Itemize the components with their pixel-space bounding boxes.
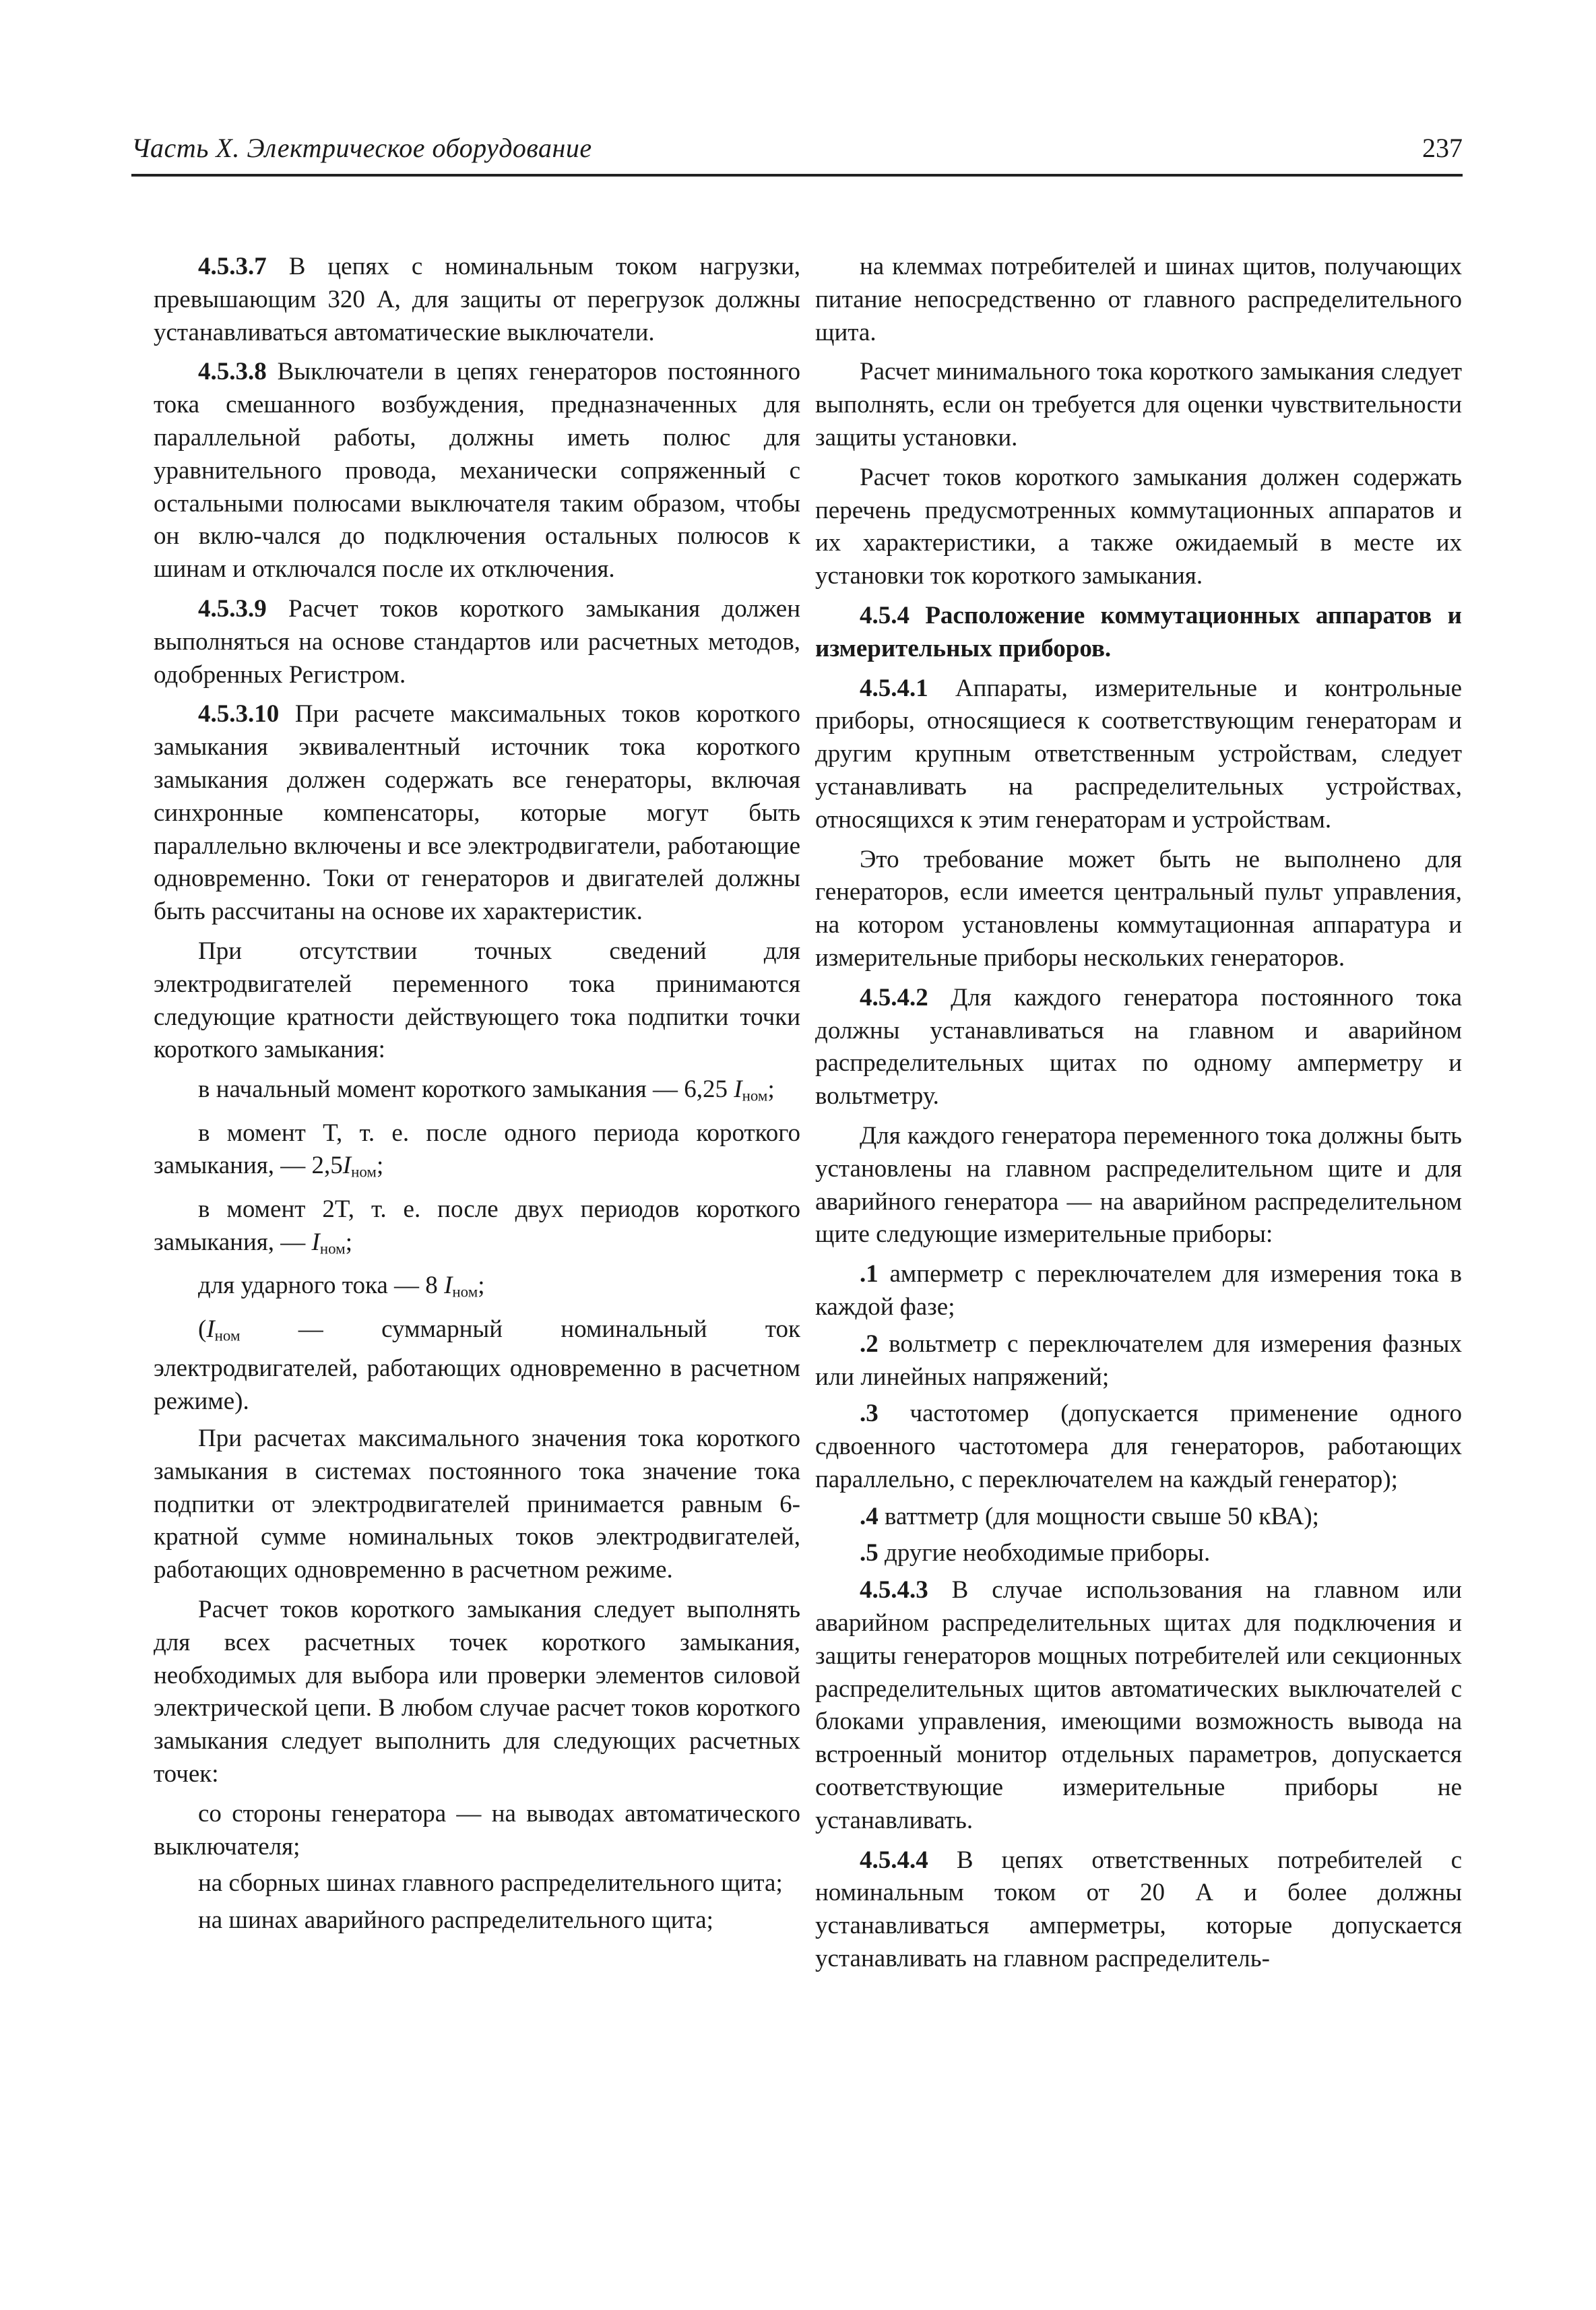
item-text: амперметр с переключателем для измерения тока в каждой фазе; <box>815 1260 1462 1321</box>
left-column <box>154 251 800 1941</box>
item-text: ваттметр (для мощности свыше 50 кВА); <box>878 1502 1319 1530</box>
paragraph-text: При расчете максимальных токов короткого замыкания эквивалентный источник тока короткого замыкания должен содержать все генераторы, включая синхронные компенсаторы, которые могут быть параллельно включены и все электродвигатели, работающие одновременно. Токи от генераторов и двигателей должны быть рассчитаны на основе их характеристик. <box>154 700 800 926</box>
list-item-voltmeter <box>815 1328 1462 1394</box>
paragraph-text: При расчетах максимального значения тока короткого замыкания в системах постоянного тока значение тока подпитки от электродвигателей принимается равным 6-кратной сумме номинальных токов электродвигателей, работающих одновременно в расчетном режиме. <box>154 1424 800 1584</box>
item-number: .1 <box>860 1260 879 1288</box>
list-item-point: на шинах аварийного распределительного щита; <box>198 1906 713 1935</box>
subscript-nom: ном <box>214 1327 241 1344</box>
item-text: для ударного тока — 8 <box>198 1272 445 1300</box>
paragraph-text: Аппараты, измерительные и контрольные приборы, относящиеся к соответствующим генераторам и другим крупным ответственным устройствам, следует устанавливать на распределительных устройствах, относящихся к этим генераторам и устройствам. <box>815 674 1462 834</box>
paragraph-text: Для каждого генератора переменного тока должны быть установлены на главном распределительном щите и для аварийного генератора — на аварийном распределительном щите следующие измерительные приборы: <box>815 1121 1462 1249</box>
list-item-other-instruments <box>815 1537 1462 1570</box>
current-symbol: I <box>206 1315 215 1343</box>
list-item-frequency-meter <box>815 1398 1462 1496</box>
item-number: .3 <box>860 1400 879 1428</box>
clause-number: 4.5.3.10 <box>198 700 280 728</box>
current-symbol: I <box>311 1228 320 1256</box>
list-item-moment-T <box>154 1117 800 1189</box>
paragraph-text: Выключатели в цепях генераторов постоянного тока смешанного возбуждения, предназначенных для параллельной работы, должны иметь полюс для уравнительного провода, механически сопряженный с остальными полюсами выключателя таким образом, чтобы он вклю-чался до подключения остальных полюсов к шинам и отключался после их отключения. <box>154 358 800 584</box>
item-number: .2 <box>860 1330 879 1358</box>
paragraph-text: Расчет токов короткого замыкания должен выполняться на основе стандартов или расчетных методов, одобренных Регистром. <box>154 594 800 689</box>
paragraph-text: В случае использования на главном или аварийном распределительных щитах для подключения и защиты генераторов мощных потребителей или секционных распределительных щитов автоматических выключателей с блоками управления, имеющими возможность вывода на встроенный монитор отдельных параметров, допускается соответствующие измерительные приборы не устанавливать. <box>815 1576 1462 1834</box>
paragraph-4-5-4-3 <box>815 1574 1462 1837</box>
clause-number: 4.5.3.8 <box>198 358 267 386</box>
item-number: .5 <box>860 1539 879 1567</box>
item-text: вольтметр с переключателем для измерения фазных или линейных напряжений; <box>815 1330 1462 1391</box>
clause-number: 4.5.4.1 <box>860 674 928 702</box>
subscript-nom: ном <box>319 1240 346 1257</box>
punctuation: ; <box>376 1152 384 1180</box>
right-column <box>815 251 1462 1983</box>
punctuation: ; <box>345 1228 352 1256</box>
paragraph-4-5-4-1 <box>815 673 1462 837</box>
list-item-point: со стороны генератора — на выводах автоматического выключателя; <box>154 1799 800 1861</box>
list-item-wattmeter <box>815 1501 1462 1534</box>
item-text: в начальный момент короткого замыкания — 6,25 <box>198 1075 734 1104</box>
paragraph-text: на клеммах потребителей и шинах щитов, получающих питание непосредственно от главного распределительного щита. <box>815 253 1462 346</box>
clause-number: 4.5.4.3 <box>860 1576 928 1604</box>
current-symbol: I <box>342 1152 352 1180</box>
clause-number: 4.5.3.9 <box>198 594 267 623</box>
paragraph-text: Это требование может быть не выполнено для генераторов, если имеется центральный пульт управления, на котором установлены коммутационная аппаратура и измерительные приборы нескольких генераторов. <box>815 845 1462 972</box>
paragraph-4-5-4-4 <box>815 1844 1462 1976</box>
list-item-definition <box>154 1313 800 1418</box>
paragraph-text: В цепях ответственных потребителей с номинальным током от 20 А и более должны устанавливаться амперметры, которые допускается устанавливать на главном распределитель- <box>815 1846 1462 1973</box>
item-text: в момент 2T, т. е. после двух периодов короткого замыкания, — <box>154 1195 800 1256</box>
list-item-ammeter <box>815 1258 1462 1324</box>
clause-number: 4.5.4.4 <box>860 1846 928 1874</box>
paragraph-4-5-3-7 <box>154 251 800 349</box>
paragraph-text: Расчет токов короткого замыкания следует выполнять для всех расчетных точек короткого замыкания, необходимых для выбора или проверки элементов силовой электрической цепи. В любом случае расчет токов короткого замыкания следует выполнить для следующих расчетных точек: <box>154 1595 800 1788</box>
subscript-nom: ном <box>351 1164 377 1181</box>
paragraph-text: В цепях с номинальным током нагрузки, превышающим 320 А, для защиты от перегрузок должны устанавливаться автоматические выключатели. <box>154 253 800 346</box>
paragraph-text: При отсутствии точных сведений для электродвигателей переменного тока принимаются следующие кратности действующего тока подпитки точки короткого замыкания: <box>154 937 800 1064</box>
list-item-surge-current <box>154 1270 800 1309</box>
current-symbol: I <box>734 1075 742 1104</box>
section-heading-text: 4.5.4 Расположение коммутационных аппаратов и измерительных приборов. <box>815 601 1462 662</box>
item-text: другие необходимые приборы. <box>878 1539 1211 1567</box>
paragraph-4-5-3-9 <box>154 593 800 691</box>
section-heading-4-5-4 <box>815 600 1462 666</box>
running-title: Часть X. Электрическое оборудование <box>131 133 592 163</box>
item-text: частотомер (допускается применение одного сдвоенного частотомера для генераторов, работающих параллельно, с переключателем на каждый генератор); <box>815 1400 1462 1493</box>
list-item-point: на сборных шинах главного распределительного щита; <box>198 1869 783 1898</box>
subscript-nom: ном <box>742 1087 768 1104</box>
punctuation: ( <box>198 1315 207 1343</box>
paragraph-text: Расчет минимального тока короткого замыкания следует выполнять, если он требуется для оценки чувствительности защиты установки. <box>815 358 1462 451</box>
clause-number: 4.5.3.7 <box>198 253 267 280</box>
paragraph-4-5-4-2 <box>815 982 1462 1113</box>
page-number: 237 <box>1422 133 1463 163</box>
page-header <box>131 132 1463 177</box>
list-item-initial-moment <box>154 1073 800 1113</box>
paragraph-text: Расчет токов короткого замыкания должен содержать перечень предусмотренных коммутационных аппаратов и их характеристики, а также ожидаемый в месте их установки ток короткого замыкания. <box>815 463 1462 590</box>
paragraph-4-5-3-10 <box>154 698 800 929</box>
paragraph-text: Для каждого генератора постоянного тока должны устанавливаться на главном и аварийном распределительных щитах по одному амперметру и вольтметру. <box>815 983 1462 1111</box>
punctuation: ; <box>478 1272 485 1300</box>
item-text: в момент T, т. е. после одного периода короткого замыкания, — 2,5 <box>154 1119 800 1180</box>
clause-number: 4.5.4.2 <box>860 983 928 1011</box>
subscript-nom: ном <box>452 1284 478 1301</box>
item-text: — суммарный номинальный ток электродвигателей, работающих одновременно в расчетном режиме). <box>154 1315 800 1416</box>
paragraph-4-5-3-8 <box>154 356 800 586</box>
punctuation: ; <box>767 1075 775 1104</box>
current-symbol: I <box>444 1272 453 1300</box>
list-item-moment-2T <box>154 1193 800 1266</box>
item-number: .4 <box>860 1502 879 1530</box>
